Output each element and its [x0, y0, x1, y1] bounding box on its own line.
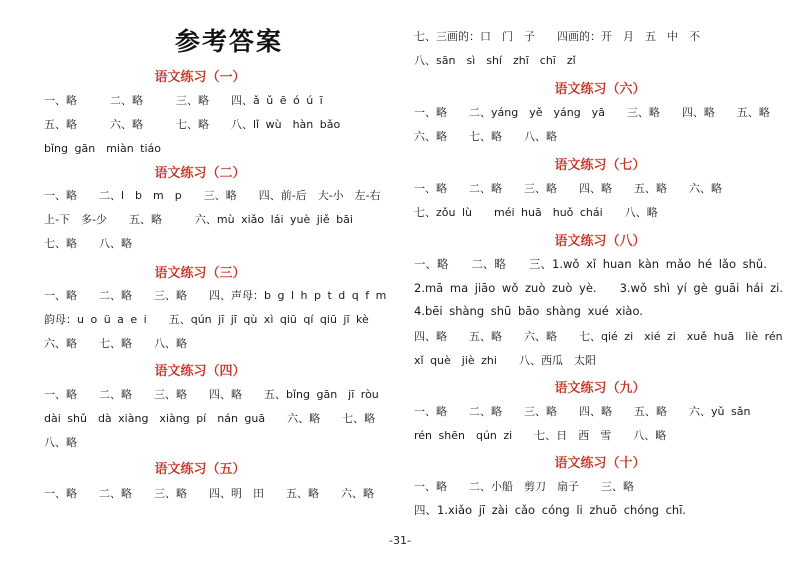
answer-line: xǐ què jiè zhi 八、西瓜 太阳: [414, 354, 596, 367]
page-number: -31-: [389, 534, 411, 547]
answer-line: 4.bēi shàng shū bāo shàng xué xiào.: [414, 304, 643, 318]
answer-line: 七、略 八、略: [44, 237, 132, 250]
answer-line: dài shǔ dà xiàng xiàng pí nán guā 六、略 七、略: [44, 412, 376, 425]
answer-line: 一、略 二、yáng yě yáng yā 三、略 四、略 五、略: [414, 106, 770, 119]
section-title-8: 语文练习（八）: [554, 234, 646, 249]
answer-line: 韵母：u o ü a e i 五、qún jī jī qù xì qiū qí qiū jī kè: [44, 313, 369, 326]
answer-line: 一、略 二、小船 剪刀 扇子 三、略: [414, 480, 634, 493]
section-title-6: 语文练习（六）: [554, 82, 646, 97]
section-title-10: 语文练习（十）: [554, 456, 646, 471]
answer-line: 一、略 二、略 三、1.wǒ xǐ huan kàn mǎo hé lǎo shǔ.: [414, 257, 767, 271]
answer-line: 八、略: [44, 436, 77, 449]
section-title-5: 语文练习（五）: [154, 462, 246, 477]
answer-line: 一、略 二、略 三、略 四、略 五、略 六、yǔ sǎn: [414, 405, 751, 418]
answer-line: 五、略 六、略 七、略 八、lǐ wù hàn bǎo: [44, 118, 341, 131]
answer-line: 四、略 五、略 六、略 七、qié zi xié zi xuě huā liè rén: [414, 330, 783, 343]
section-title-4: 语文练习（四）: [154, 364, 246, 379]
answer-line: 一、略 二、略 三、略 四、明 田 五、略 六、略: [44, 487, 374, 500]
answer-line: 七、三画的：口 门 子 四画的：开 月 五 中 不: [414, 30, 700, 43]
answer-line: 六、略 七、略 八、略: [414, 130, 557, 143]
answer-line: 四、1.xiǎo jī zài cǎo cóng li zhuō chóng chī.: [414, 503, 687, 517]
answer-line: 七、zǒu lù méi huā huǒ chái 八、略: [414, 206, 658, 219]
answer-line: 八、sān sì shí zhī chī zǐ: [414, 54, 576, 67]
answer-line: rén shēn qún zi 七、日 西 雪 八、略: [414, 429, 667, 442]
section-title-3: 语文练习（三）: [154, 266, 246, 281]
page-title: 参考答案: [175, 27, 284, 56]
answer-line: 2.mā ma jiāo wǒ zuò zuò yè. 3.wǒ shì yí gè guāi hái zi.: [414, 281, 784, 295]
answer-line: 一、略 二、略 三、略 四、声母：b g l h p t d q f m: [44, 289, 387, 302]
answer-line: bǐng gān miàn tiáo: [44, 142, 162, 155]
section-title-9: 语文练习（九）: [554, 381, 646, 396]
section-title-7: 语文练习（七）: [554, 158, 646, 173]
answer-line: 一、略 二、l b m p 三、略 四、前-后 大-小 左-右: [44, 189, 381, 202]
answer-line: 上-下 多-少 五、略 六、mù xiǎo lái yuè jiě bāi: [44, 213, 353, 226]
section-title-1: 语文练习（一）: [154, 70, 246, 85]
answer-line: 一、略 二、略 三、略 四、略 五、bǐng gān jī ròu: [44, 388, 379, 401]
section-title-2: 语文练习（二）: [154, 166, 246, 181]
answer-line: 一、略 二、略 三、略 四、略 五、略 六、略: [414, 182, 722, 195]
answer-line: 六、略 七、略 八、略: [44, 337, 187, 350]
answer-line: 一、略 二、略 三、略 四、ǎ ǔ ē ó ú ī: [44, 94, 323, 107]
